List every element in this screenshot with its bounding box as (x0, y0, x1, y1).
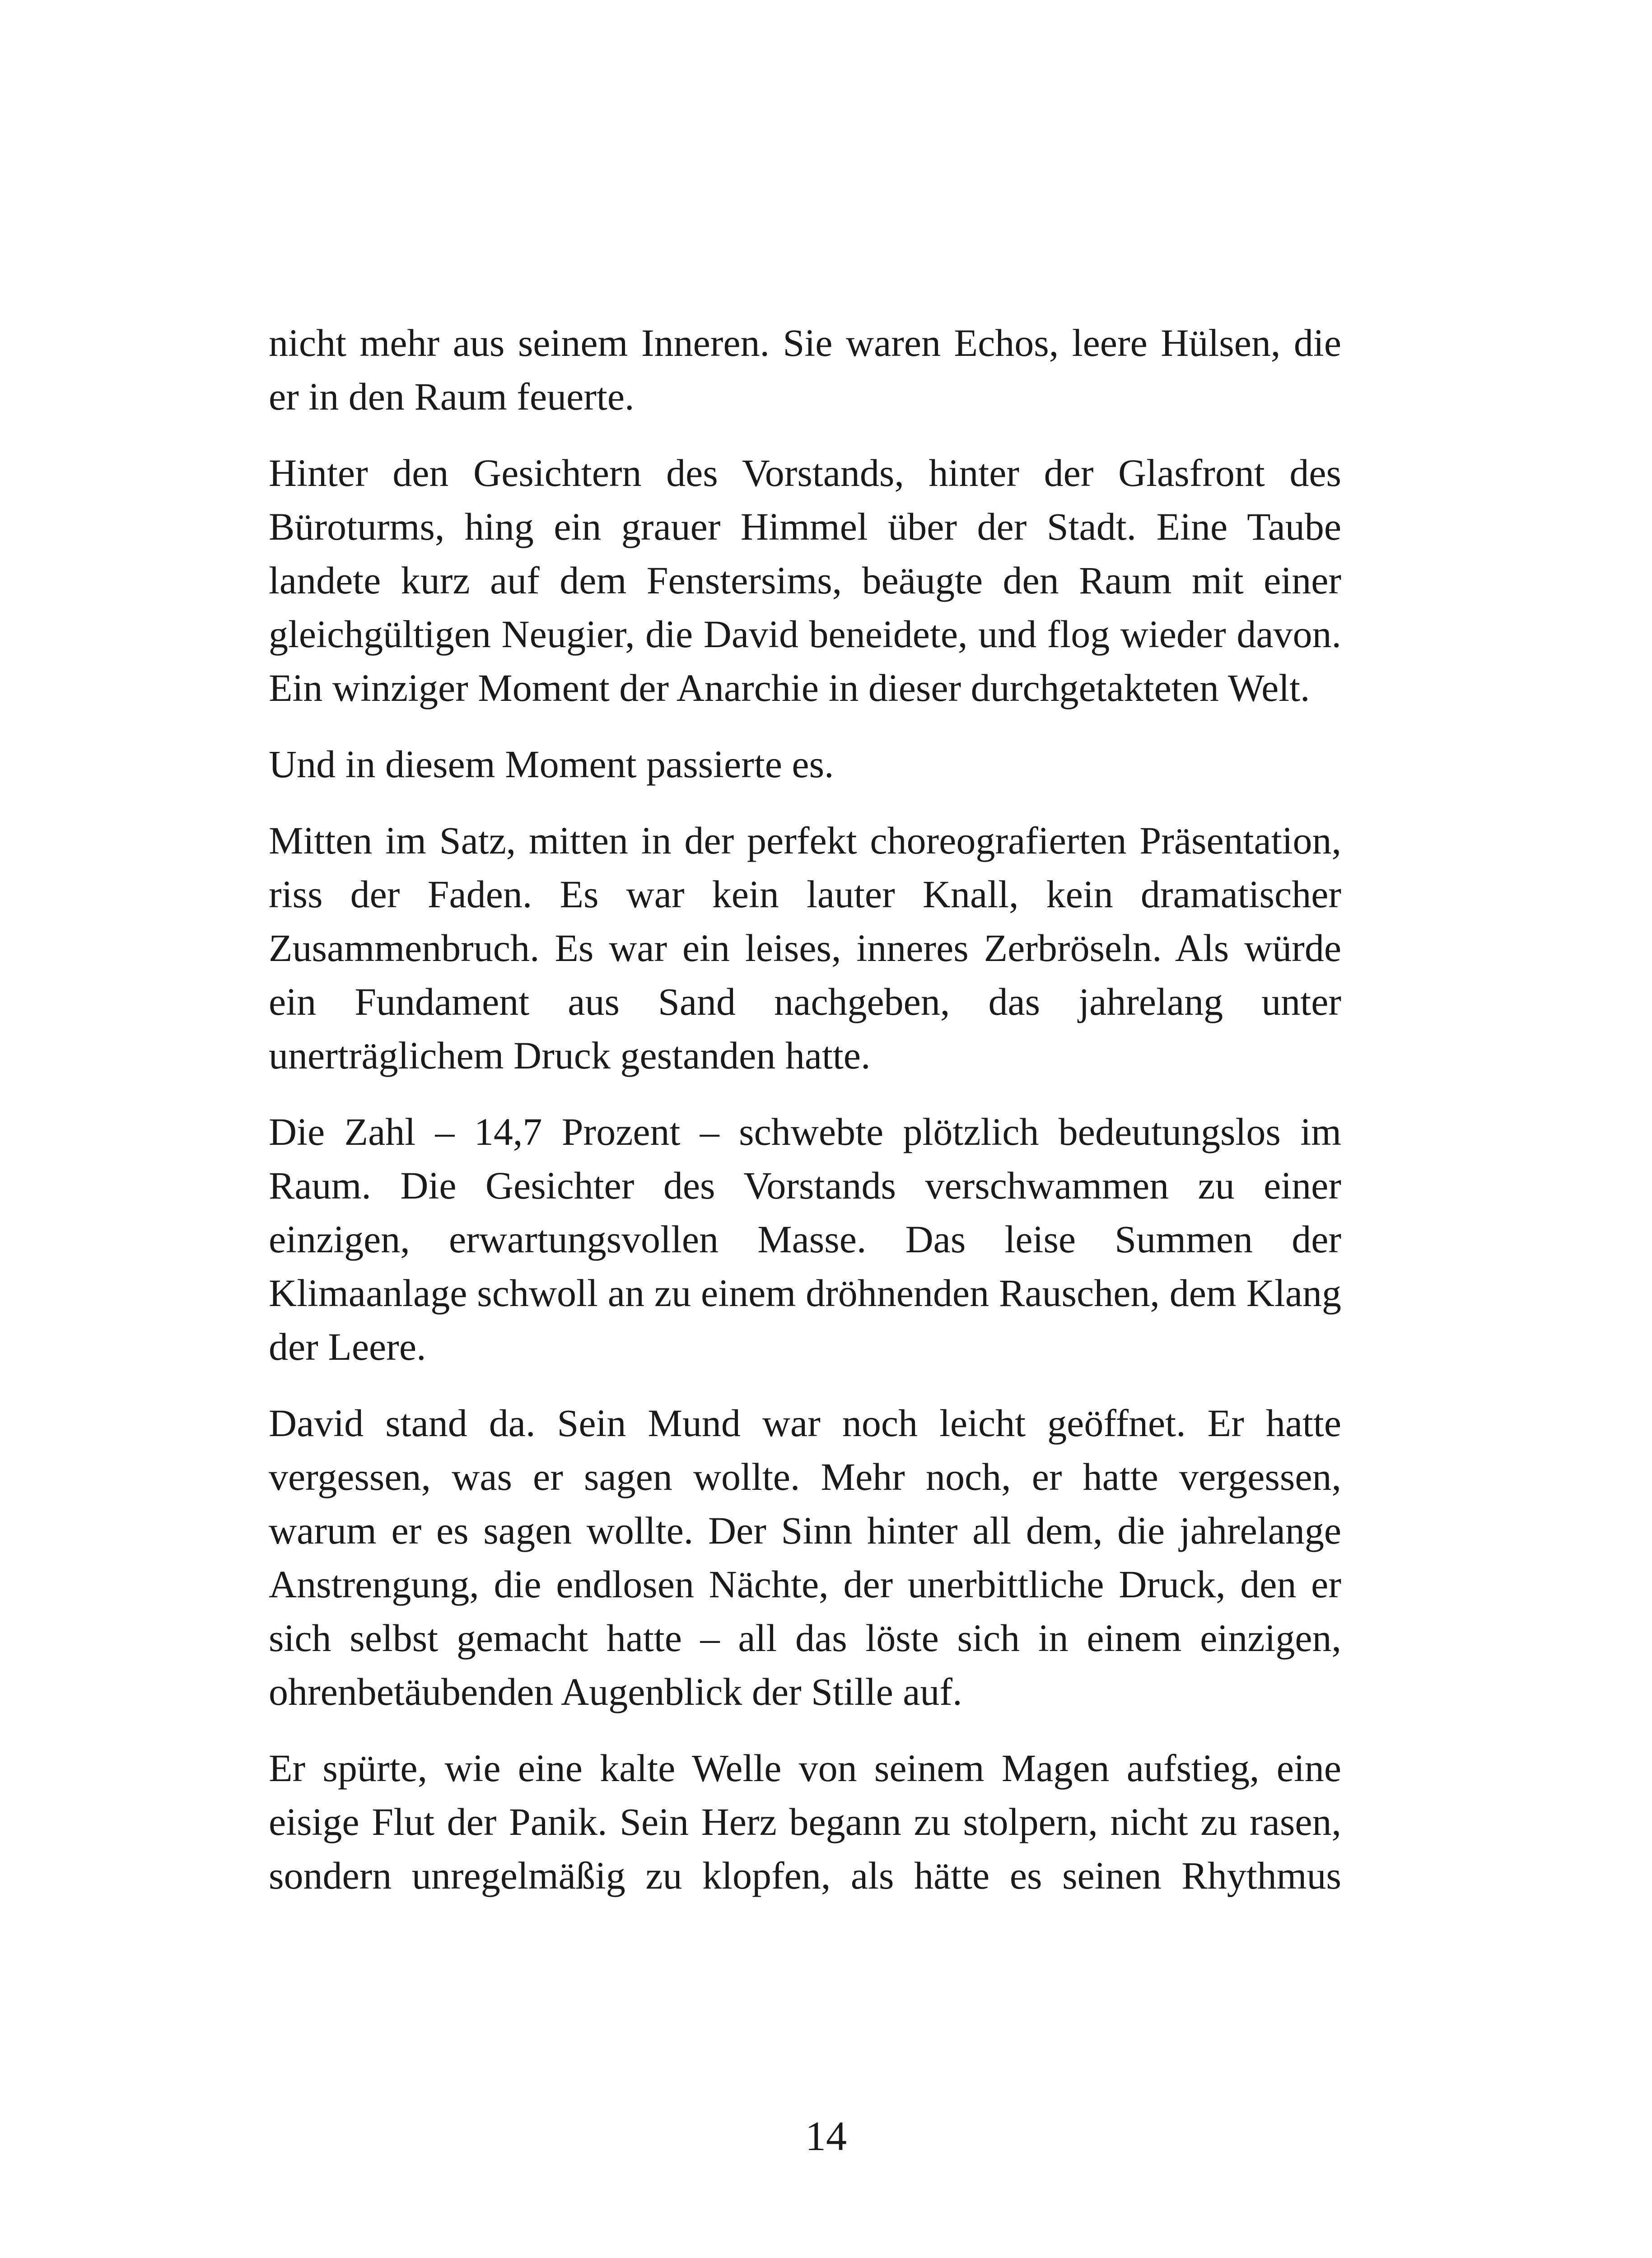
paragraph-1: nicht mehr aus seinem Inneren. Sie waren Echos, leere Hülsen, die er in den Raum feuerte. (269, 321, 1341, 418)
paragraph-6: David stand da. Sein Mund war noch leicht geöffnet. Er hatte vergessen, was er sagen wollte. Mehr noch, er hatte vergessen, warum er es sagen wollte. Der Sinn hinter all dem, die jahrelange Anstrengung, die endlosen Nächte, der unerbittliche Druck, den er sich selbst gemacht hatte – all das löste sich in einem einzigen, ohrenbetäubenden Augenblick der Stille auf. (269, 1401, 1341, 1713)
page-number: 14 (805, 2113, 847, 2159)
paragraph-3: Und in diesem Moment passierte es. (269, 742, 834, 786)
paragraph-5: Die Zahl – 14,7 Prozent – schwebte plötzlich bedeutungslos im Raum. Die Gesichter des Vorstands verschwammen zu einer einzigen, erwartungsvollen Masse. Das leise Summen der Klimaanlage schwoll an zu einem dröhnenden Rauschen, dem Klang der Leere. (269, 1110, 1341, 1368)
paragraph-2: Hinter den Gesichtern des Vorstands, hinter der Glasfront des Büroturms, hing ein grauer Himmel über der Stadt. Eine Taube landete kurz auf dem Fenstersims, beäugte den Raum mit einer gleichgültigen Neugier, die David beneidete, und flog wieder davon. Ein winziger Moment der Anarchie in dieser durchgetakteten Welt. (269, 451, 1341, 709)
paragraph-4: Mitten im Satz, mitten in der perfekt choreografierten Präsentation, riss der Faden. Es war kein lauter Knall, kein dramatischer Zusammenbruch. Es war ein leises, inneres Zerbröseln. Als würde ein Fundament aus Sand nachgeben, das jahrelang unter unerträglichem Druck gestanden hatte. (269, 819, 1341, 1077)
paragraph-7: Er spürte, wie eine kalte Welle von seinem Magen aufstieg, eine eisige Flut der Panik. Sein Herz begann zu stolpern, nicht zu rasen, sondern unregelmäßig zu klopfen, als hätte es seinen Rhythmus (269, 1746, 1341, 1897)
body-text (269, 316, 1341, 1925)
